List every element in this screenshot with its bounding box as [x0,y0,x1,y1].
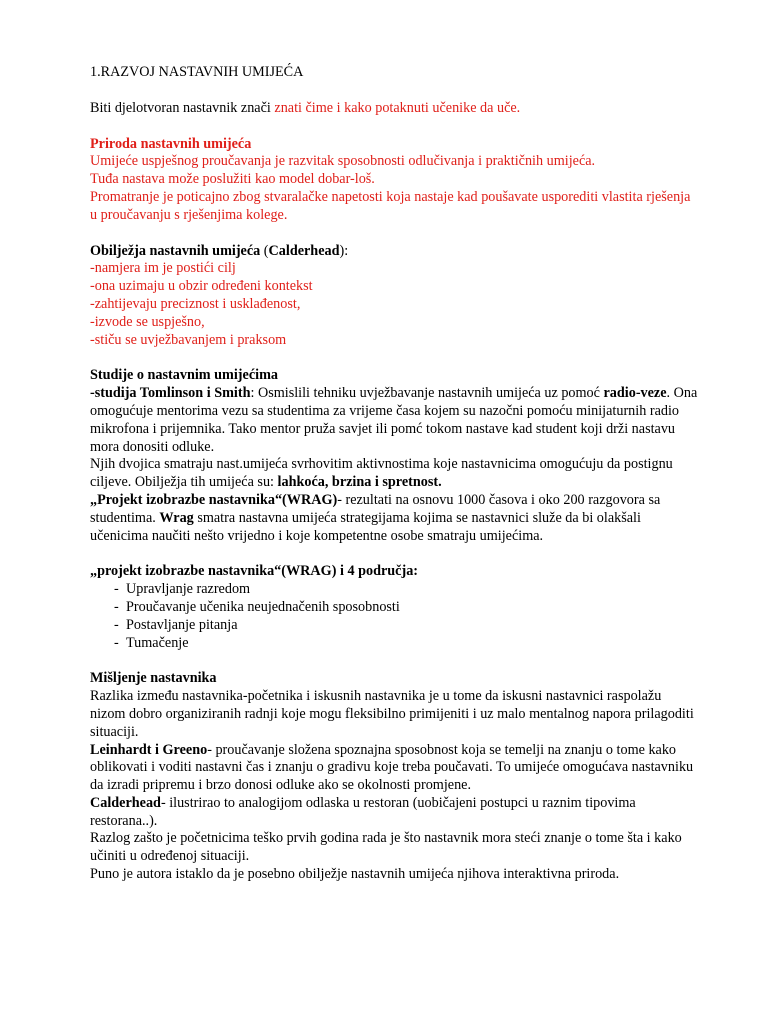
podrucja-heading [90,563,700,581]
studije-p1-bold: -studija Tomlinson i Smith [90,385,251,402]
obiljezja-heading [90,243,700,261]
studije-p3-text2: smatra nastavna umijeća strategijama kojima se nastavnici služe da bi olakšali učenicima naučiti nešto vrijedno i koje kompetentne osobe smatraju umijećima. [90,509,641,544]
misljenje-paragraph-5: Puno je autora istaklo da je posebno obilježje nastavnih umijeća njihova interaktivna priroda. [90,866,620,883]
priroda-line: Tuđa nastava može poslužiti kao model dobar-loš. [90,171,375,188]
obiljezja-heading-author: Calderhead [268,242,340,259]
podrucja-heading-text: „projekt izobrazbe nastavnika“(WRAG) i 4 područja: [90,563,419,580]
intro-highlight-text: znati čime i kako potaknuti učenike da uče. [274,99,521,116]
studije-p1-text2: . Ona omogućuje mentorima vezu sa studentima za vrijeme časa kojem su nazočni pomoću minijaturnih radio mikrofona i prijemnika. Tako mentor pruža savjet ili pomć tokom nastave kad student koji drži nastavu mora donositi odluke. [90,385,698,455]
obiljezja-item: -stiču se uvježbavanjem i praksom [90,331,287,348]
list-item: - Proučavanje učenika neujednačenih sposobnosti [90,599,700,617]
misljenje-p2-text: - proučavanje složena spoznajna sposobnost koja se temelji na znanju o tome kako oblikovati i voditi nastavni čas i znanju o gradivu koje treba poučavati. To umijeće omogućava nastavniku da izradi pripremu i brzo donosi odluke ako se okolnosti promjene. [90,741,694,794]
studije-paragraph-3 [90,492,700,545]
misljenje-paragraph-4: Razlog zašto je početnicima teško prvih godina rada je što nastavnik mora steći znanje o tome šta i kako učiniti u određenoj situaciji. [90,830,682,865]
intro-plain-text: Biti djelotvoran nastavnik znači [90,99,275,116]
studije-paragraph-1 [90,385,700,456]
priroda-line: Promatranje je poticajno zbog stvaralačke napetosti koja nastaje kad poušavate usporediti vlastita rješenja u proučavanju s rješenjima kolege. [90,188,691,223]
studije-heading-text: Studije o nastavnim umijećima [90,367,278,384]
studije-p3-bold: „Projekt izobrazbe nastavnika“(WRAG) [90,491,338,508]
list-item: - Upravljanje razredom [90,581,700,599]
obiljezja-heading-open: ( [260,242,269,259]
obiljezja-item: -zahtijevaju preciznost i usklađenost, [90,295,301,312]
misljenje-paragraph-3 [90,795,700,831]
misljenje-p2-bold: Leinhardt i Greeno [90,741,208,758]
misljenje-p3-bold: Calderhead [90,794,161,811]
priroda-heading [90,136,700,154]
obiljezja-heading-close: ): [339,242,349,259]
studije-p3-text: - rezultati na osnovu 1000 časova i oko 200 razgovora sa studentima. [90,491,661,526]
misljenje-heading-text: Mišljenje nastavnika [90,670,217,687]
podrucja-list [90,581,700,652]
studije-p1-bold2: radio-veze [603,385,667,402]
list-item: - Tumačenje [90,635,700,653]
obiljezja-item: -izvode se uspješno, [90,313,205,330]
document-body [90,64,700,884]
priroda-line: Umijeće uspješnog proučavanja je razvitak sposobnosti odlučivanja i praktičnih umijeća. [90,153,596,170]
misljenje-heading [90,670,700,688]
obiljezja-item: -ona uzimaju u obzir određeni kontekst [90,278,313,295]
misljenje-paragraph-2 [90,742,700,795]
intro-paragraph [90,100,700,118]
studije-heading [90,367,700,385]
priroda-heading-text: Priroda nastavnih umijeća [90,135,252,152]
misljenje-p3-text: - ilustrirao to analogijom odlaska u restoran (uobičajeni postupci u raznim tipovima restorana..). [90,794,636,829]
studije-p2-text: Njih dvojica smatraju nast.umijeća svrhovitim aktivnostima koje nastavnicima omogućuju da postignu ciljeve. Obilježja tih umijeća su: [90,456,673,491]
obiljezja-item: -namjera im je postići cilj [90,260,236,277]
studije-p3-bold2: Wrag [159,509,194,526]
studije-paragraph-2 [90,456,700,492]
list-item: - Postavljanje pitanja [90,617,700,635]
misljenje-paragraph-1: Razlika između nastavnika-početnika i iskusnih nastavnika je u tome da iskusni nastavnici raspolažu nizom dobro organiziranih radnji koje mogu fleksibilno primijeniti i uz malo mentalnog napora prilagoditi situaciji. [90,688,694,740]
studije-p1-text: : Osmislili tehniku uvježbavanje nastavnih umijeća uz pomoć [250,385,604,402]
document-title: 1.RAZVOJ NASTAVNIH UMIJEĆA [90,64,304,80]
obiljezja-heading-bold: Obilježja nastavnih umijeća [90,242,261,259]
studije-p2-bold: lahkoća, brzina i spretnost. [277,474,442,491]
